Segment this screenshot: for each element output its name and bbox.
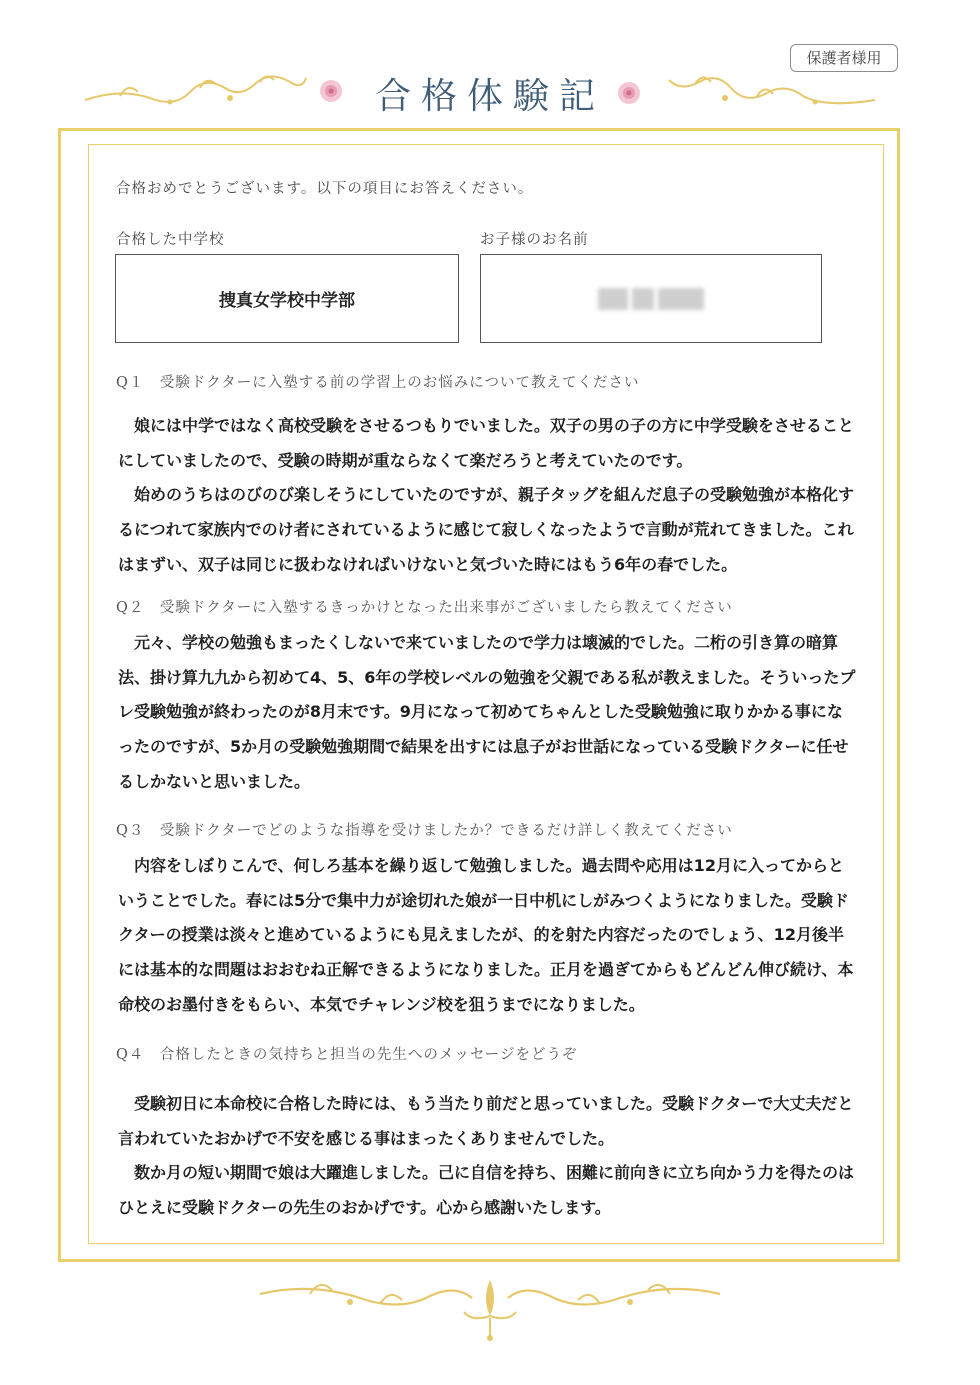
answer-3-paragraph-1: 内容をしぼりこんで、何しろ基本を繰り返して勉強しました。過去問や応用は12月に入ってからということでした。春には5分で集中力が途切れた娘が一日中机にしがみつくようになりました。受験ドクターの授業は淡々と進めているようにも見えましたが、的を射た内容だったのでしょう、12月後半には基本的な問題はおおむね正解できるようになりました。正月を過ぎてからもどんどん伸び続け、本命校のお墨付きをもらい、本気でチャレンジ校を狙うまでになりました。	[118, 856, 854, 1014]
question-4-label: Q４ 合格したときの気持ちと担当の先生へのメッセージをどうぞ	[116, 1047, 578, 1063]
school-value: 捜真女学校中学部	[219, 291, 355, 311]
child-name-box	[480, 254, 822, 343]
answer-1	[118, 409, 858, 583]
question-3-label: Q３ 受験ドクターでどのような指導を受けましたか？できるだけ詳しく教えてください	[116, 823, 733, 839]
school-label: 合格した中学校	[116, 232, 225, 248]
redacted-name	[598, 288, 704, 310]
school-value-box	[115, 254, 459, 343]
audience-badge: 保護者様用	[790, 44, 898, 72]
answer-2-paragraph-1: 元々、学校の勉強もまったくしないで来ていましたので学力は壊滅的でした。二桁の引き算の暗算法、掛け算九九から初めて4、5、6年の学校レベルの勉強を父親である私が教えました。そういったプレ受験勉強が終わったのが8月末です。9月になって初めてちゃんとした受験勉強に取りかかる事になったのですが、5か月の受験勉強期間で結果を出すには息子がお世話になっている受験ドクターに任せるしかないと思いました。	[118, 633, 856, 791]
answer-4-paragraph-2: 数か月の短い期間で娘は大躍進しました。己に自信を持ち、困難に前向きに立ち向かう力を得たのはひとえに受験ドクターの先生のおかげです。心から感謝いたします。	[118, 1163, 855, 1218]
answer-2	[118, 626, 858, 800]
answer-1-paragraph-2: 始めのうちはのびのび楽しそうにしていたのですが、親子タッグを組んだ息子の受験勉強が本格化するにつれて家族内でのけ者にされているように感じて寂しくなったようで言動が荒れてきました。これはまずい、双子は同じに扱わなければいけないと気づいた時にはもう6年の春でした。	[118, 485, 855, 574]
question-1-label: Q１ 受験ドクターに入塾する前の学習上のお悩みについて教えてください	[116, 375, 640, 391]
question-2-label: Q２ 受験ドクターに入塾するきっかけとなった出来事がございましたら教えてください	[116, 600, 733, 616]
answer-1-paragraph-1: 娘には中学ではなく高校受験をさせるつもりでいました。双子の男の子の方に中学受験をさせることにしていましたので、受験の時期が重ならなくて楽だろうと考えていたのです。	[118, 416, 854, 470]
child-name-label: お子様のお名前	[480, 232, 589, 248]
answer-4-paragraph-1: 受験初日に本命校に合格した時には、もう当たり前だと思っていました。受験ドクターで大丈夫だと言われていたおかげで不安を感じる事はまったくありませんでした。	[118, 1094, 854, 1148]
answer-3	[118, 849, 858, 1023]
answer-4	[118, 1087, 858, 1226]
intro-text: 合格おめでとうございます。以下の項目にお答えください。	[116, 181, 534, 197]
fleur-ornament-bottom	[250, 1272, 730, 1344]
page-title: 合格体験記	[374, 76, 605, 117]
